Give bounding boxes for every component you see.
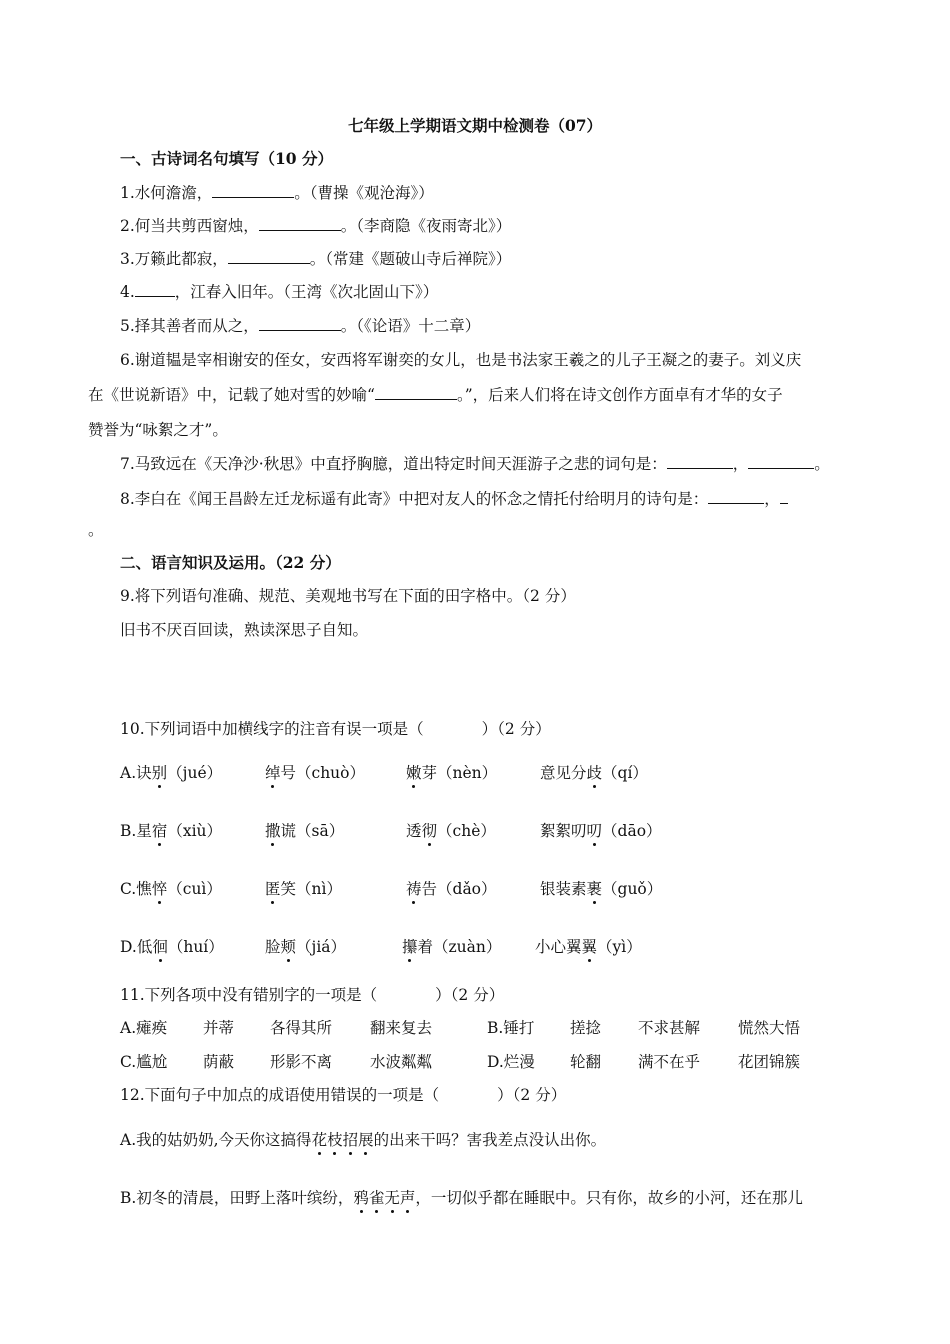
option-word: 水波粼粼 [370,1053,433,1071]
answer-blank[interactable] [748,454,814,469]
question-12-option-a: A.我的姑奶奶,今天你这搞得花枝招展的出来干吗？害我差点没认出你。 [120,1131,607,1149]
option-c-item-3: 祷告（dǎo） [406,880,497,898]
option-a-item-4: 意见分歧（qí） [540,764,648,782]
option-c-item-4: 银装素裹（guǒ） [540,880,663,898]
option-a-item-3: 嫩芽（nèn） [406,764,498,782]
option-word: 花团锦簇 [738,1053,801,1071]
question-7: 7.马致远在《天净沙·秋思》中直抒胸臆，道出特定时间天涯游子之悲的词句是： ， 。 [120,455,830,473]
option-word: C.尴尬 [120,1053,168,1071]
answer-blank[interactable] [708,489,764,504]
dotted-idiom: 花枝招展 [311,1131,374,1149]
dotted-idiom: 鸦雀无声 [353,1189,416,1207]
option-word: A.瘫痪 [120,1019,168,1037]
question-4: 4. ，江春入旧年。（王湾《次北固山下》） [120,283,439,301]
option-word: 满不在乎 [638,1053,701,1071]
option-c-item-2: 匿笑（nì） [265,880,342,898]
option-word: 形影不离 [270,1053,333,1071]
question-6-line-1: 6.谢道韫是宰相谢安的侄女，安西将军谢奕的女儿，也是书法家王羲之的儿子王凝之的妻子。刘义庆 [120,351,802,369]
question-9-sentence: 旧书不厌百回读，熟读深思子自知。 [120,621,369,639]
answer-blank[interactable] [375,385,457,400]
option-word: 各得其所 [270,1019,333,1037]
answer-blank[interactable] [259,316,341,331]
answer-blank[interactable] [135,282,175,297]
option-word: B.锤打 [487,1019,535,1037]
question-2: 2.何当共剪西窗烛， 。（李商隐《夜雨寄北》） [120,217,512,235]
option-word: 慌然大悟 [738,1019,801,1037]
option-b-item-3: 透彻（chè） [406,822,496,840]
page-title: 七年级上学期语文期中检测卷（07） [347,116,603,135]
question-6-line-2: 在《世说新语》中，记载了她对雪的妙喻“ 。”，后来人们将在诗文创作方面卓有才华的女子 [88,386,783,404]
question-8-end: 。 [88,521,104,539]
question-5: 5.择其善者而从之， 。（《论语》十二章） [120,317,481,335]
option-b-item-4: 絮絮叨叨（dāo） [540,822,662,840]
option-word: 并蒂 [203,1019,235,1037]
question-9: 9.将下列语句准确、规范、美观地书写在下面的田字格中。（2 分） [120,587,576,605]
option-d-item-3: 攥着（zuàn） [402,938,502,956]
option-c-item-1: C.憔悴（cuì） [120,880,222,898]
option-a-item-1: A.诀别（jué） [120,764,223,782]
option-word: 搓捻 [570,1019,602,1037]
answer-blank[interactable] [780,489,788,504]
option-a-item-2: 绰号（chuò） [265,764,365,782]
option-d-item-4: 小心翼翼（yì） [535,938,642,956]
question-10-stem: 10.下列词语中加横线字的注音有误一项是（ ）（2 分） [120,720,551,738]
option-d-item-1: D.低徊（huí） [120,938,224,956]
section-1-heading: 一、古诗词名句填写（10 分） [120,149,333,168]
option-word: 翻来复去 [370,1019,433,1037]
answer-blank[interactable] [667,454,733,469]
option-b-item-1: B.星宿（xiù） [120,822,223,840]
question-11-stem: 11.下列各项中没有错别字的一项是（ ）（2 分） [120,986,505,1004]
answer-blank[interactable] [259,216,341,231]
question-3: 3.万籁此都寂， 。（常建《题破山寺后禅院》） [120,250,512,268]
question-12-option-b: B.初冬的清晨，田野上落叶缤纷，鸦雀无声，一切似乎都在睡眠中。只有你，故乡的小河，还在那儿 [120,1189,803,1207]
option-word: 不求甚解 [638,1019,701,1037]
option-word: 轮翻 [570,1053,602,1071]
question-8: 8.李白在《闻王昌龄左迁龙标遥有此寄》中把对友人的怀念之情托付给明月的诗句是： ， [120,489,788,509]
section-2-heading: 二、语言知识及运用。（22 分） [120,553,341,572]
question-1: 1.水何澹澹， 。（曹操《观沧海》） [120,184,434,202]
option-d-item-2: 脸颊（jiá） [265,938,347,956]
option-word: 荫蔽 [203,1053,235,1071]
question-12-stem: 12.下面句子中加点的成语使用错误的一项是（ ）（2 分） [120,1086,567,1104]
answer-blank[interactable] [212,183,294,198]
answer-blank[interactable] [228,249,310,264]
option-word: D.烂漫 [487,1053,535,1071]
option-b-item-2: 撒谎（sā） [265,822,345,840]
question-6-line-3: 赞誉为“咏絮之才”。 [88,421,228,439]
